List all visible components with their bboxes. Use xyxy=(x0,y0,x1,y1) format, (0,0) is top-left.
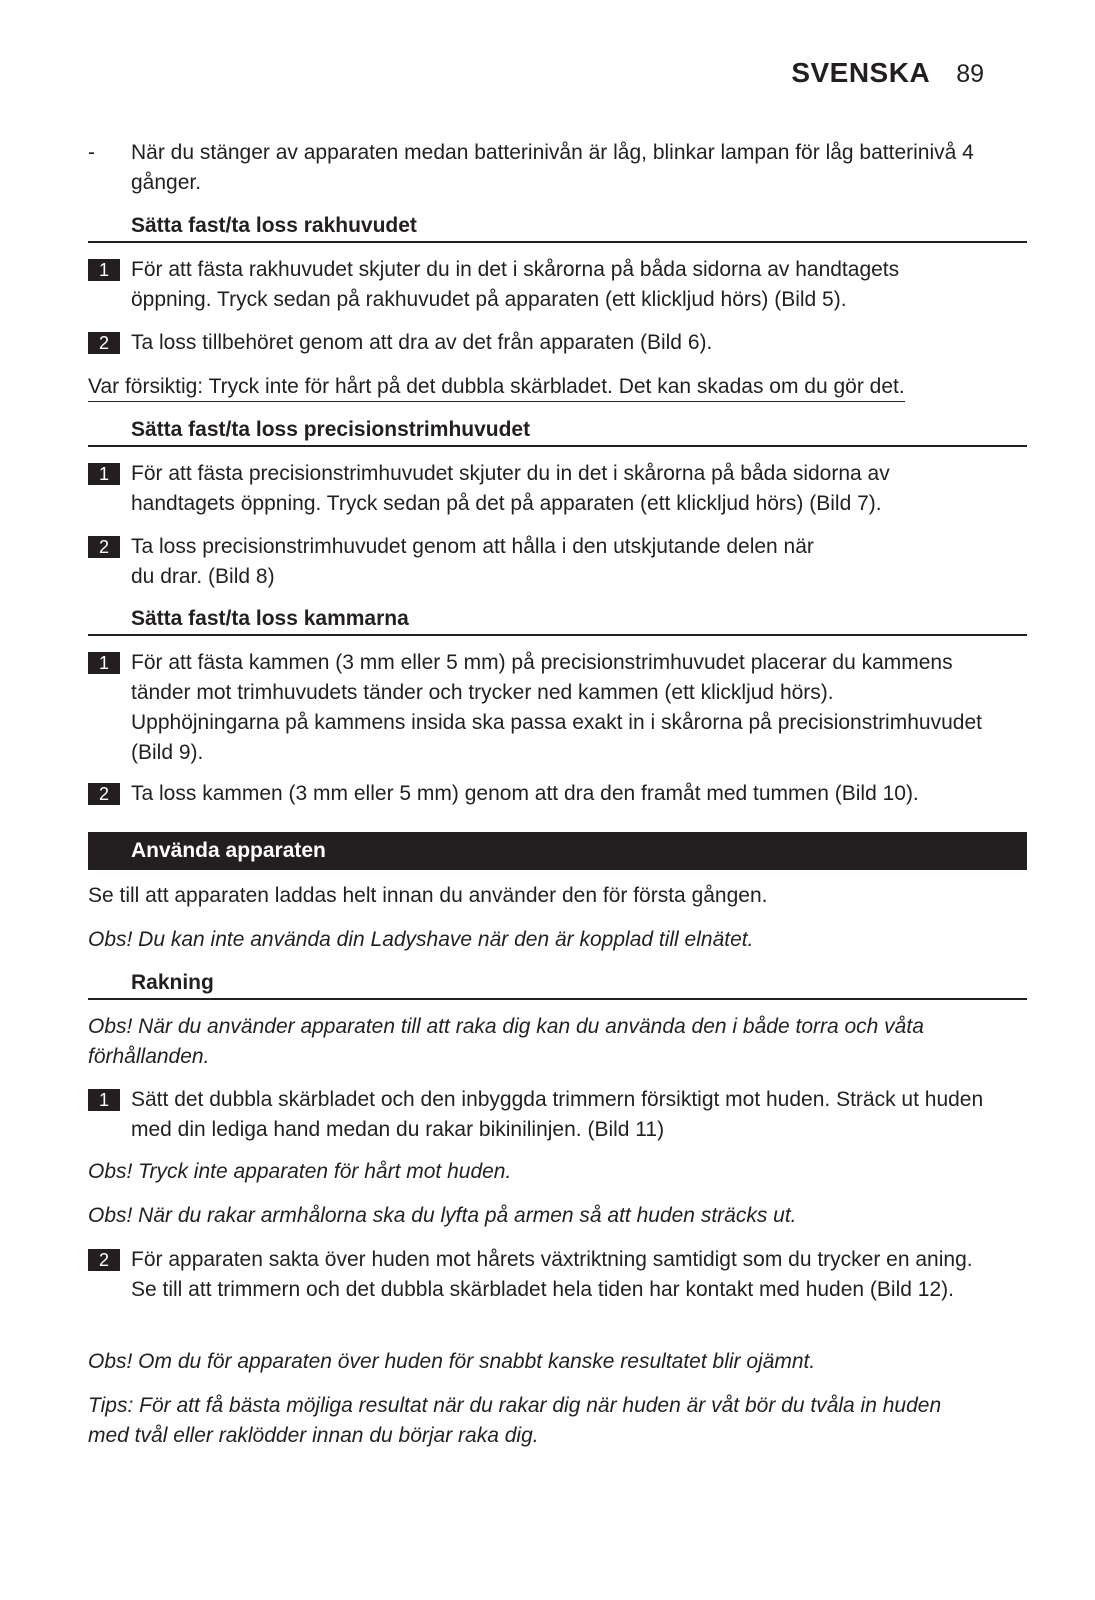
step-rakhuvud-2 xyxy=(88,328,984,358)
section-heading-rakning: Rakning xyxy=(88,968,1027,1000)
step-number: 1 xyxy=(88,259,120,281)
step-kammar-1 xyxy=(88,648,984,768)
bullet-dash: - xyxy=(88,141,95,164)
page-number: 89 xyxy=(956,60,984,88)
bullet-text: När du stänger av apparaten medan batterinivån är låg, blinkar lampan för låg batterinivå 4 gånger. xyxy=(131,141,974,194)
rakning-note-4: Obs! Om du för apparaten över huden för snabbt kanske resultatet blir ojämnt. xyxy=(88,1350,816,1373)
page-header xyxy=(791,58,984,89)
step-text: Ta loss precisionstrimhuvudet genom att hålla i den utskjutande delen när du drar. (Bild 8) xyxy=(131,535,814,588)
step-rakning-2 xyxy=(88,1245,984,1305)
section-heading-precision: Sätta fast/ta loss precisionstrimhuvudet xyxy=(88,415,1027,447)
anvanda-intro: Se till att apparaten laddas helt innan du använder den för första gången. xyxy=(88,884,768,907)
rakning-note-3: Obs! När du rakar armhålorna ska du lyfta på armen så att huden sträcks ut. xyxy=(88,1204,797,1227)
caution-text: Var försiktig: Tryck inte för hårt på det dubbla skärbladet. Det kan skadas om du gör det. xyxy=(88,373,905,402)
caution-note xyxy=(88,372,984,402)
rakning-note-2: Obs! Tryck inte apparaten för hårt mot huden. xyxy=(88,1160,512,1183)
rakning-note-1: Obs! När du använder apparaten till att raka dig kan du använda den i både torra och våta förhållanden. xyxy=(88,1015,924,1068)
step-number: 1 xyxy=(88,652,120,674)
step-text: För apparaten sakta över huden mot hårets växtriktning samtidigt som du trycker en aning. Se till att trimmern och det dubbla skärbladet hela tiden har kontakt med huden (Bild 12). xyxy=(131,1248,973,1301)
step-text: Sätt det dubbla skärbladet och den inbyggda trimmern försiktigt mot huden. Sträck ut huden med din lediga hand medan du rakar bikinilinjen. (Bild 11) xyxy=(131,1088,984,1141)
step-text: För att fästa kammen (3 mm eller 5 mm) på precisionstrimhuvudet placerar du kammens tänder mot trimhuvudets tänder och trycker ned kammen (ett klickljud hörs). Upphöjningarna på kammens insida ska passa exakt in i skårorna på precisionstrimhuvudet (Bild 9). xyxy=(131,651,982,764)
step-text: För att fästa rakhuvudet skjuter du in det i skårorna på båda sidorna av handtagets öppning. Tryck sedan på rakhuvudet på apparaten (ett klickljud hörs) (Bild 5). xyxy=(131,258,900,311)
step-text: Ta loss kammen (3 mm eller 5 mm) genom att dra den framåt med tummen (Bild 10). xyxy=(131,782,919,805)
anvanda-note: Obs! Du kan inte använda din Ladyshave när den är kopplad till elnätet. xyxy=(88,928,754,951)
rakning-tip: Tips: För att få bästa möjliga resultat när du rakar dig när huden är våt bör du tvåla in huden med tvål eller raklödder innan du börjar raka dig. xyxy=(88,1394,942,1447)
step-number: 1 xyxy=(88,463,120,485)
step-number: 2 xyxy=(88,332,120,354)
step-rakhuvud-1 xyxy=(88,255,984,315)
section-bar-anvanda: Använda apparaten xyxy=(88,832,1027,870)
step-number: 2 xyxy=(88,783,120,805)
language-label: SVENSKA xyxy=(791,57,931,88)
step-precision-1 xyxy=(88,459,984,519)
section-heading-kammar: Sätta fast/ta loss kammarna xyxy=(88,604,1027,636)
step-precision-2 xyxy=(88,532,984,592)
step-kammar-2 xyxy=(88,779,984,809)
step-text: Ta loss tillbehöret genom att dra av det från apparaten (Bild 6). xyxy=(131,331,713,354)
step-number: 1 xyxy=(88,1089,120,1111)
step-number: 2 xyxy=(88,536,120,558)
intro-bullet xyxy=(88,138,984,198)
step-number: 2 xyxy=(88,1249,120,1271)
step-rakning-1 xyxy=(88,1085,984,1145)
step-text: För att fästa precisionstrimhuvudet skjuter du in det i skårorna på båda sidorna av handtagets öppning. Tryck sedan på det på apparaten (ett klickljud hörs) (Bild 7). xyxy=(131,462,890,515)
section-heading-rakhuvud: Sätta fast/ta loss rakhuvudet xyxy=(88,211,1027,243)
